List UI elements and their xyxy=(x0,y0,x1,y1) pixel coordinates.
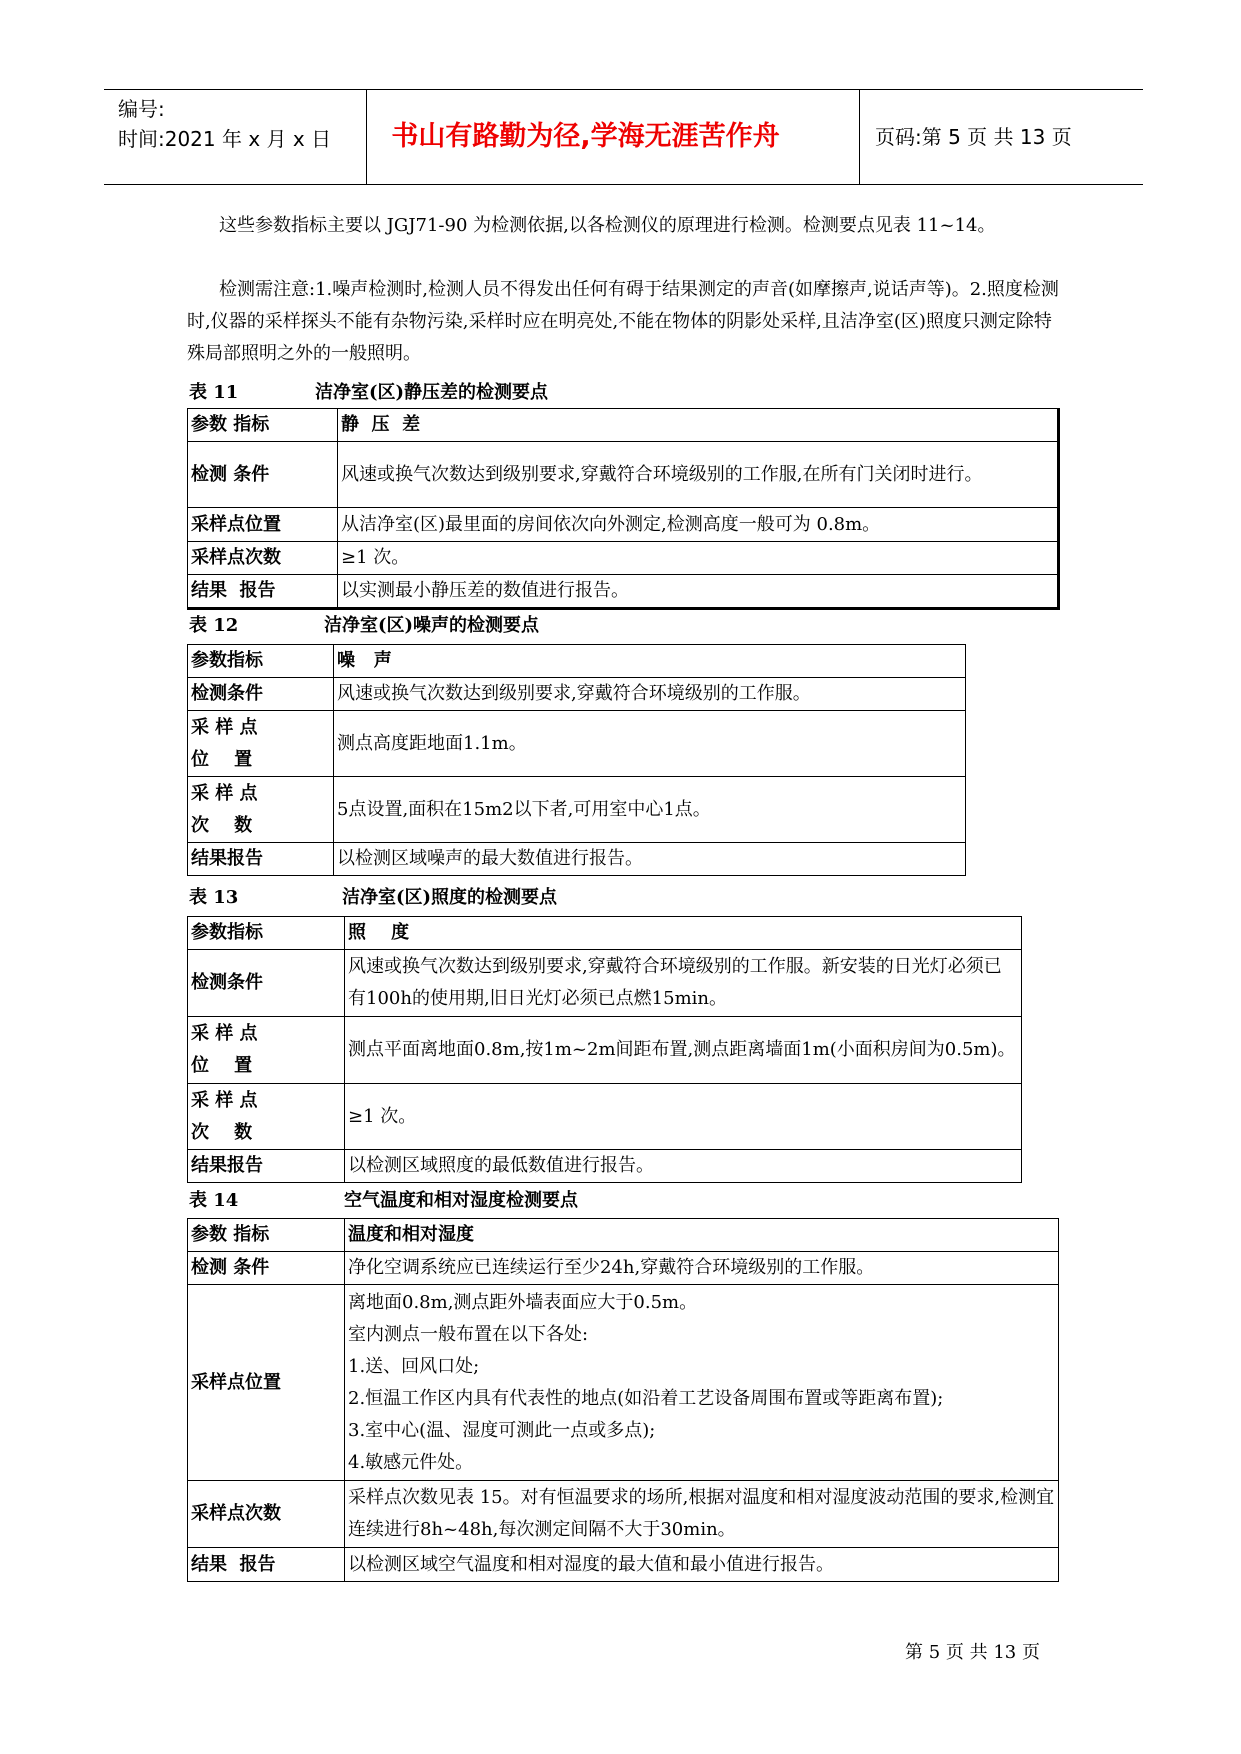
count-value: 5点设置,面积在15m2以下者,可用室中心1点。 xyxy=(334,777,966,843)
table-row xyxy=(188,1150,1022,1183)
document-number-label: 编号: xyxy=(118,97,165,121)
intro-paragraph: 这些参数指标主要以 JGJ71-90 为检测依据,以各检测仪的原理进行检测。检测要点见表 11~14。 xyxy=(219,215,996,236)
location-value: 从洁净室(区)最里面的房间依次向外测定,检测高度一般可为 0.8m。 xyxy=(338,508,1059,542)
table-row xyxy=(188,1252,1059,1285)
table-number: 表 11 xyxy=(189,382,239,403)
header-meta xyxy=(118,94,331,154)
table-row xyxy=(188,645,966,678)
condition-key: 检测 条件 xyxy=(188,442,338,508)
location-key: 采 样 点 位 置 xyxy=(188,711,334,777)
report-key: 结果 报告 xyxy=(188,575,338,609)
table-number: 表 14 xyxy=(189,1190,239,1211)
report-value: 以检测区域空气温度和相对湿度的最大值和最小值进行报告。 xyxy=(345,1548,1059,1582)
table-row xyxy=(188,442,1059,508)
table-number: 表 12 xyxy=(189,615,239,636)
table-row xyxy=(188,1084,1022,1150)
location-value: 测点平面离地面0.8m,按1m~2m间距布置,测点距离墙面1m(小面积房间为0.5m)。 xyxy=(345,1017,1022,1084)
table-row xyxy=(188,843,966,876)
location-key: 采样点位置 xyxy=(188,1285,345,1481)
report-value: 以实测最小静压差的数值进行报告。 xyxy=(338,575,1059,609)
count-key: 采样点次数 xyxy=(188,542,338,575)
header-divider xyxy=(859,90,860,184)
param-value: 噪 声 xyxy=(334,645,966,678)
table-row xyxy=(188,711,966,777)
table-row xyxy=(188,542,1059,575)
count-value: ≥1 次。 xyxy=(338,542,1059,575)
table-row xyxy=(188,1481,1059,1548)
condition-value: 风速或换气次数达到级别要求,穿戴符合环境级别的工作服,在所有门关闭时进行。 xyxy=(338,442,1059,508)
condition-key: 检测条件 xyxy=(188,678,334,711)
table-row xyxy=(188,409,1059,442)
table-row xyxy=(188,950,1022,1017)
report-key: 结果报告 xyxy=(188,843,334,876)
table-caption xyxy=(189,611,539,641)
condition-value: 净化空调系统应已连续运行至少24h,穿戴符合环境级别的工作服。 xyxy=(345,1252,1059,1285)
table-row xyxy=(188,1017,1022,1084)
param-key: 参数指标 xyxy=(188,645,334,678)
location-value: 测点高度距地面1.1m。 xyxy=(334,711,966,777)
table-row xyxy=(188,508,1059,542)
table-title: 洁净室(区)照度的检测要点 xyxy=(342,887,558,908)
table-number: 表 13 xyxy=(189,887,239,908)
count-value: 采样点次数见表 15。对有恒温要求的场所,根据对温度和相对湿度波动范围的要求,检测宜连续进行8h~48h,每次测定间隔不大于30min。 xyxy=(345,1481,1059,1548)
document-time-label: 时间:2021 年 x 月 x 日 xyxy=(118,127,332,151)
param-key: 参数指标 xyxy=(188,917,345,950)
report-value: 以检测区域照度的最低数值进行报告。 xyxy=(345,1150,1022,1183)
table-title: 洁净室(区)静压差的检测要点 xyxy=(315,382,549,403)
location-key: 采样点位置 xyxy=(188,508,338,542)
condition-value: 风速或换气次数达到级别要求,穿戴符合环境级别的工作服。 xyxy=(334,678,966,711)
table-row xyxy=(188,678,966,711)
header-motto: 书山有路勤为径,学海无涯苦作舟 xyxy=(391,121,780,152)
count-key: 采 样 点 次 数 xyxy=(188,1084,345,1150)
condition-key: 检测 条件 xyxy=(188,1252,345,1285)
table-row xyxy=(188,1219,1059,1252)
table-title: 洁净室(区)噪声的检测要点 xyxy=(324,615,540,636)
location-value: 离地面0.8m,测点距外墙表面应大于0.5m。 室内测点一般布置在以下各处: 1.送、回风口处; 2.恒温工作区内具有代表性的地点(如沿着工艺设备周围布置或等距离布置); 3.室中心(温、湿度可测此一点或多点); 4.敏感元件处。 xyxy=(345,1285,1059,1481)
table-row xyxy=(188,917,1022,950)
report-key: 结果报告 xyxy=(188,1150,345,1183)
table-row xyxy=(188,777,966,843)
param-value: 照 度 xyxy=(345,917,1022,950)
table-row xyxy=(188,1285,1059,1481)
table-caption xyxy=(189,883,557,913)
condition-value: 风速或换气次数达到级别要求,穿戴符合环境级别的工作服。新安装的日光灯必须已有100h的使用期,旧日光灯必须已点燃15min。 xyxy=(345,950,1022,1017)
location-key: 采 样 点 位 置 xyxy=(188,1017,345,1084)
count-value: ≥1 次。 xyxy=(345,1084,1022,1150)
param-value: 温度和相对湿度 xyxy=(345,1219,1059,1252)
table-14 xyxy=(187,1218,1059,1582)
table-row xyxy=(188,1548,1059,1582)
table-caption xyxy=(189,378,548,408)
condition-key: 检测条件 xyxy=(188,950,345,1017)
table-caption xyxy=(189,1186,578,1216)
report-value: 以检测区域噪声的最大数值进行报告。 xyxy=(334,843,966,876)
notes-paragraph: 检测需注意:1.噪声检测时,检测人员不得发出任何有碍于结果测定的声音(如摩擦声,说话声等)。2.照度检测时,仪器的采样探头不能有杂物污染,采样时应在明亮处,不能在物体的阴影处采样,且洁净室(区)照度只测定除特殊局部照明之外的一般照明。 xyxy=(187,279,1059,364)
table-13 xyxy=(187,916,1022,1183)
param-key: 参数 指标 xyxy=(188,409,338,442)
param-key: 参数 指标 xyxy=(188,1219,345,1252)
table-row xyxy=(188,575,1059,609)
report-key: 结果 报告 xyxy=(188,1548,345,1582)
param-value: 静 压 差 xyxy=(338,409,1059,442)
count-key: 采样点次数 xyxy=(188,1481,345,1548)
table-12 xyxy=(187,644,966,876)
table-11 xyxy=(187,408,1060,610)
count-key: 采 样 点 次 数 xyxy=(188,777,334,843)
page-footer: 第 5 页 共 13 页 xyxy=(905,1642,1040,1663)
header-page-info: 页码:第 5 页 共 13 页 xyxy=(875,125,1072,149)
table-title: 空气温度和相对湿度检测要点 xyxy=(344,1190,578,1211)
page-header xyxy=(104,89,1143,185)
